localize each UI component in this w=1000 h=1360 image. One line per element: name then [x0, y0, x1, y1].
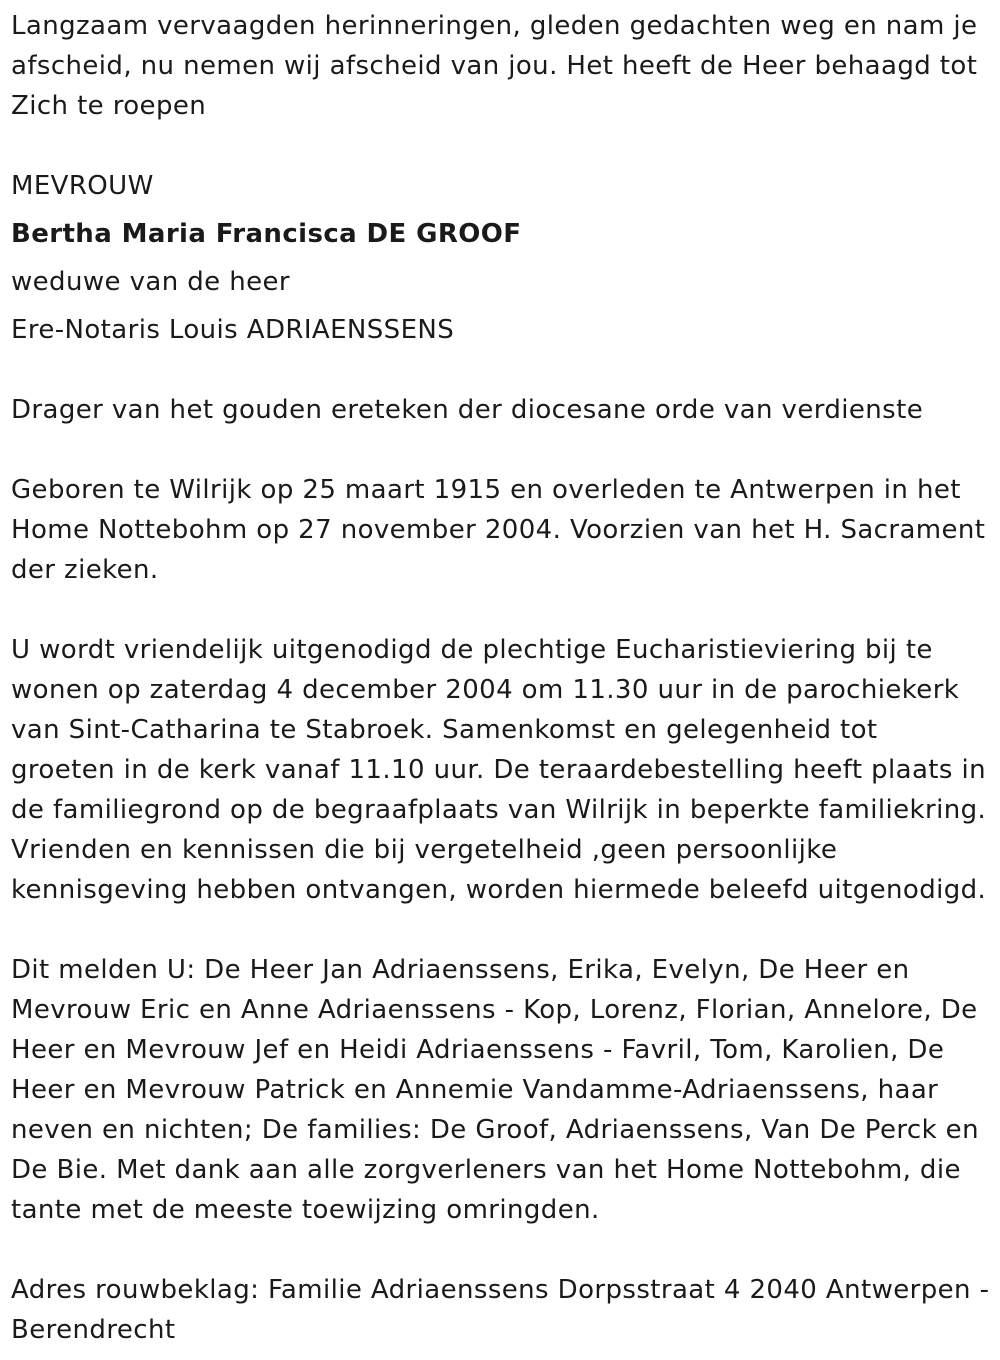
deceased-name: Bertha Maria Francisca DE GROOF — [11, 219, 522, 249]
condolence-address: Adres rouwbeklag: Familie Adriaenssens Dorpsstraat 4 2040 Antwerpen - Berendrecht — [11, 1275, 990, 1345]
spacer — [11, 126, 990, 166]
spacer — [11, 254, 990, 262]
ceremony-text: U wordt vriendelijk uitgenodigd de plechtige Eucharistieviering bij te wonen op zaterdag 4 december 2004 om 11.30 uur in de parochiekerk van Sint-Catharina te Stabroek. Samenkomst en gelegenheid tot groeten in de kerk vanaf 11.10 uur. De teraardebestelling heeft plaats in de familiegrond op de begraafplaats van Wilrijk in beperkte familiekring. Vrienden en kennissen die bij vergetelheid ,geen persoonlijke kennisgeving hebben ontvangen, worden hiermede beleefd uitgenodigd. — [11, 635, 987, 905]
honorific: MEVROUW — [11, 171, 154, 201]
widow-of-text: weduwe van de heer — [11, 267, 290, 297]
spacer — [11, 430, 990, 470]
spacer — [11, 1230, 990, 1270]
spacer — [11, 350, 990, 390]
intro-text: Langzaam vervaagden herinneringen, gleden gedachten weg en nam je afscheid, nu nemen wij afscheid van jou. Het heeft de Heer behaagd tot Zich te roepen — [11, 11, 978, 121]
birth-death-text: Geboren te Wilrijk op 25 maart 1915 en overleden te Antwerpen in het Home Nottebohm op 27 november 2004. Voorzien van het H. Sacrament der zieken. — [11, 475, 986, 585]
decoration-text: Drager van het gouden ereteken der diocesane orde van verdienste — [11, 395, 924, 425]
spacer — [11, 590, 990, 630]
announcers-text: Dit melden U: De Heer Jan Adriaenssens, Erika, Evelyn, De Heer en Mevrouw Eric en Anne Adriaenssens - Kop, Lorenz, Florian, Annelore, De Heer en Mevrouw Jef en Heidi Adriaenssens - Favril, Tom, Karolien, De Heer en Mevrouw Patrick en Annemie Vandamme-Adriaenssens, haar neven en nichten; De families: De Groof, Adriaenssens, Van De Perck en De Bie. Met dank aan alle zorgverleners van het Home Nottebohm, die tante met de meeste toewijzing omringden. — [11, 955, 979, 1225]
spacer — [11, 206, 990, 214]
spacer — [11, 302, 990, 310]
spouse-name: Ere-Notaris Louis ADRIAENSSENS — [11, 315, 455, 345]
spacer — [11, 910, 990, 950]
